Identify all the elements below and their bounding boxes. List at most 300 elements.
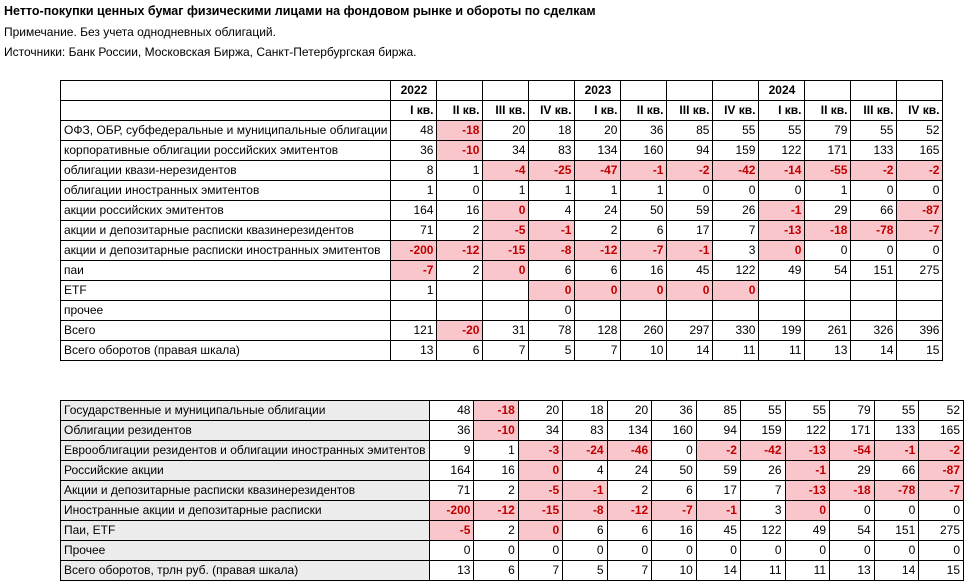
value-cell[interactable]: 3: [740, 501, 785, 521]
value-cell[interactable]: -1: [874, 441, 919, 461]
table-row: [61, 201, 943, 221]
value-cell[interactable]: 50: [621, 201, 667, 221]
year-cell[interactable]: 2022: [391, 81, 437, 101]
value-cell[interactable]: -42: [740, 441, 785, 461]
value-cell[interactable]: -18: [437, 121, 483, 141]
header-cell[interactable]: [437, 81, 483, 101]
header-cell[interactable]: [851, 81, 897, 101]
row-label-cell[interactable]: ETF: [61, 281, 391, 301]
value-cell[interactable]: -1: [563, 481, 607, 501]
value-cell[interactable]: 0: [919, 501, 964, 521]
value-cell[interactable]: 0: [529, 301, 575, 321]
quarter-cell[interactable]: I кв.: [759, 101, 805, 121]
value-cell[interactable]: 128: [575, 321, 621, 341]
value-cell[interactable]: 54: [805, 261, 851, 281]
value-cell[interactable]: 7: [518, 561, 562, 581]
value-cell[interactable]: [897, 301, 943, 321]
value-cell[interactable]: -12: [474, 501, 518, 521]
row-label-cell[interactable]: Еврооблигации резидентов и облигации иностранных эмитентов: [61, 441, 430, 461]
value-cell[interactable]: 0: [437, 181, 483, 201]
value-cell[interactable]: -7: [652, 501, 697, 521]
value-cell[interactable]: 11: [740, 561, 785, 581]
value-cell[interactable]: -18: [805, 221, 851, 241]
value-cell[interactable]: -12: [437, 241, 483, 261]
value-cell[interactable]: 165: [919, 421, 964, 441]
value-cell[interactable]: 2: [474, 481, 518, 501]
value-cell[interactable]: 31: [483, 321, 529, 341]
quarter-cell[interactable]: III кв.: [483, 101, 529, 121]
quarter-cell[interactable]: II кв.: [621, 101, 667, 121]
value-cell[interactable]: 0: [621, 281, 667, 301]
value-cell[interactable]: 20: [607, 401, 652, 421]
value-cell[interactable]: 8: [391, 161, 437, 181]
value-cell[interactable]: -2: [851, 161, 897, 181]
value-cell[interactable]: 59: [667, 201, 713, 221]
value-cell[interactable]: 2: [437, 261, 483, 281]
row-label-cell[interactable]: облигации иностранных эмитентов: [61, 181, 391, 201]
value-cell[interactable]: 20: [518, 401, 562, 421]
header-cell[interactable]: [621, 81, 667, 101]
header-cell[interactable]: [805, 81, 851, 101]
header-cell[interactable]: [667, 81, 713, 101]
value-cell[interactable]: -4: [483, 161, 529, 181]
value-cell[interactable]: 83: [563, 421, 607, 441]
value-cell[interactable]: 151: [851, 261, 897, 281]
value-cell[interactable]: 0: [518, 521, 562, 541]
value-cell[interactable]: 85: [696, 401, 740, 421]
row-label-cell[interactable]: облигации квази-нерезидентов: [61, 161, 391, 181]
row-label-cell[interactable]: Государственные и муниципальные облигации: [61, 401, 430, 421]
value-cell[interactable]: 26: [713, 201, 759, 221]
value-cell[interactable]: 50: [652, 461, 697, 481]
value-cell[interactable]: -15: [483, 241, 529, 261]
value-cell[interactable]: [483, 301, 529, 321]
row-label-cell[interactable]: Иностранные акции и депозитарные расписки: [61, 501, 430, 521]
value-cell[interactable]: 1: [474, 441, 518, 461]
value-cell[interactable]: -2: [667, 161, 713, 181]
value-cell[interactable]: 55: [740, 401, 785, 421]
quarter-cell[interactable]: I кв.: [575, 101, 621, 121]
value-cell[interactable]: -14: [759, 161, 805, 181]
value-cell[interactable]: 2: [474, 521, 518, 541]
value-cell[interactable]: 0: [830, 541, 875, 561]
value-cell[interactable]: 0: [785, 541, 830, 561]
value-cell[interactable]: 16: [474, 461, 518, 481]
value-cell[interactable]: 7: [607, 561, 652, 581]
value-cell[interactable]: 0: [652, 541, 697, 561]
value-cell[interactable]: 164: [391, 201, 437, 221]
value-cell[interactable]: 15: [897, 341, 943, 361]
value-cell[interactable]: 55: [785, 401, 830, 421]
value-cell[interactable]: -47: [575, 161, 621, 181]
value-cell[interactable]: 14: [696, 561, 740, 581]
row-label-cell[interactable]: Всего оборотов, трлн руб. (правая шкала): [61, 561, 430, 581]
value-cell[interactable]: -7: [897, 221, 943, 241]
value-cell[interactable]: 78: [529, 321, 575, 341]
value-cell[interactable]: -13: [785, 481, 830, 501]
value-cell[interactable]: 52: [897, 121, 943, 141]
value-cell[interactable]: -10: [474, 421, 518, 441]
value-cell[interactable]: 6: [474, 561, 518, 581]
value-cell[interactable]: 160: [652, 421, 697, 441]
value-cell[interactable]: 0: [897, 241, 943, 261]
value-cell[interactable]: 160: [621, 141, 667, 161]
quarter-cell[interactable]: IV кв.: [713, 101, 759, 121]
value-cell[interactable]: [851, 301, 897, 321]
value-cell[interactable]: -18: [474, 401, 518, 421]
value-cell[interactable]: 79: [805, 121, 851, 141]
value-cell[interactable]: -2: [919, 441, 964, 461]
value-cell[interactable]: 16: [652, 521, 697, 541]
value-cell[interactable]: 0: [897, 181, 943, 201]
value-cell[interactable]: [391, 301, 437, 321]
value-cell[interactable]: 1: [529, 181, 575, 201]
row-label-cell[interactable]: Прочее: [61, 541, 430, 561]
row-label-cell[interactable]: паи: [61, 261, 391, 281]
value-cell[interactable]: -87: [897, 201, 943, 221]
value-cell[interactable]: 7: [483, 341, 529, 361]
value-cell[interactable]: 79: [830, 401, 875, 421]
value-cell[interactable]: 1: [437, 161, 483, 181]
value-cell[interactable]: 0: [518, 461, 562, 481]
value-cell[interactable]: 94: [667, 141, 713, 161]
value-cell[interactable]: 0: [713, 281, 759, 301]
value-cell[interactable]: 7: [713, 221, 759, 241]
value-cell[interactable]: 261: [805, 321, 851, 341]
value-cell[interactable]: 164: [429, 461, 474, 481]
value-cell[interactable]: 7: [575, 341, 621, 361]
value-cell[interactable]: 0: [607, 541, 652, 561]
value-cell[interactable]: 16: [437, 201, 483, 221]
row-label-cell[interactable]: Всего оборотов (правая шкала): [61, 341, 391, 361]
year-cell[interactable]: 2023: [575, 81, 621, 101]
value-cell[interactable]: -2: [897, 161, 943, 181]
value-cell[interactable]: 0: [874, 501, 919, 521]
quarter-cell[interactable]: II кв.: [805, 101, 851, 121]
value-cell[interactable]: 14: [851, 341, 897, 361]
value-cell[interactable]: -7: [621, 241, 667, 261]
value-cell[interactable]: 326: [851, 321, 897, 341]
value-cell[interactable]: 0: [851, 181, 897, 201]
value-cell[interactable]: 20: [575, 121, 621, 141]
value-cell[interactable]: 5: [563, 561, 607, 581]
value-cell[interactable]: 0: [429, 541, 474, 561]
value-cell[interactable]: 396: [897, 321, 943, 341]
value-cell[interactable]: 52: [919, 401, 964, 421]
value-cell[interactable]: 49: [759, 261, 805, 281]
value-cell[interactable]: 0: [759, 181, 805, 201]
value-cell[interactable]: 0: [518, 541, 562, 561]
value-cell[interactable]: -15: [518, 501, 562, 521]
value-cell[interactable]: -5: [483, 221, 529, 241]
quarter-cell[interactable]: IV кв.: [897, 101, 943, 121]
value-cell[interactable]: [851, 281, 897, 301]
value-cell[interactable]: 1: [483, 181, 529, 201]
value-cell[interactable]: 34: [483, 141, 529, 161]
value-cell[interactable]: 16: [621, 261, 667, 281]
value-cell[interactable]: 83: [529, 141, 575, 161]
value-cell[interactable]: 45: [696, 521, 740, 541]
header-cell[interactable]: [713, 81, 759, 101]
row-label-cell[interactable]: прочее: [61, 301, 391, 321]
value-cell[interactable]: -25: [529, 161, 575, 181]
value-cell[interactable]: -20: [437, 321, 483, 341]
value-cell[interactable]: 6: [437, 341, 483, 361]
value-cell[interactable]: 45: [667, 261, 713, 281]
value-cell[interactable]: -3: [518, 441, 562, 461]
value-cell[interactable]: 55: [713, 121, 759, 141]
value-cell[interactable]: -24: [563, 441, 607, 461]
value-cell[interactable]: 330: [713, 321, 759, 341]
value-cell[interactable]: 29: [830, 461, 875, 481]
value-cell[interactable]: 297: [667, 321, 713, 341]
value-cell[interactable]: 49: [785, 521, 830, 541]
year-cell[interactable]: 2024: [759, 81, 805, 101]
header-cell[interactable]: [897, 81, 943, 101]
value-cell[interactable]: -1: [667, 241, 713, 261]
value-cell[interactable]: -1: [529, 221, 575, 241]
value-cell[interactable]: 0: [874, 541, 919, 561]
value-cell[interactable]: -2: [696, 441, 740, 461]
value-cell[interactable]: 122: [785, 421, 830, 441]
value-cell[interactable]: -13: [759, 221, 805, 241]
value-cell[interactable]: -87: [919, 461, 964, 481]
value-cell[interactable]: 0: [713, 181, 759, 201]
value-cell[interactable]: 134: [575, 141, 621, 161]
row-label-cell[interactable]: Российские акции: [61, 461, 430, 481]
value-cell[interactable]: 36: [429, 421, 474, 441]
value-cell[interactable]: 275: [897, 261, 943, 281]
value-cell[interactable]: 24: [575, 201, 621, 221]
value-cell[interactable]: 1: [391, 281, 437, 301]
value-cell[interactable]: -5: [518, 481, 562, 501]
value-cell[interactable]: 0: [563, 541, 607, 561]
value-cell[interactable]: [759, 301, 805, 321]
value-cell[interactable]: [897, 281, 943, 301]
value-cell[interactable]: 133: [874, 421, 919, 441]
value-cell[interactable]: 66: [851, 201, 897, 221]
value-cell[interactable]: 34: [518, 421, 562, 441]
value-cell[interactable]: 24: [607, 461, 652, 481]
value-cell[interactable]: 1: [805, 181, 851, 201]
value-cell[interactable]: -78: [874, 481, 919, 501]
value-cell[interactable]: 2: [575, 221, 621, 241]
value-cell[interactable]: 10: [652, 561, 697, 581]
value-cell[interactable]: 121: [391, 321, 437, 341]
value-cell[interactable]: -1: [759, 201, 805, 221]
value-cell[interactable]: 0: [474, 541, 518, 561]
value-cell[interactable]: 6: [652, 481, 697, 501]
value-cell[interactable]: 122: [713, 261, 759, 281]
value-cell[interactable]: 0: [830, 501, 875, 521]
value-cell[interactable]: 6: [575, 261, 621, 281]
value-cell[interactable]: 0: [696, 541, 740, 561]
value-cell[interactable]: 3: [713, 241, 759, 261]
value-cell[interactable]: 1: [575, 181, 621, 201]
quarter-cell[interactable]: II кв.: [437, 101, 483, 121]
value-cell[interactable]: [805, 281, 851, 301]
value-cell[interactable]: 11: [759, 341, 805, 361]
value-cell[interactable]: 59: [696, 461, 740, 481]
value-cell[interactable]: 14: [874, 561, 919, 581]
value-cell[interactable]: -55: [805, 161, 851, 181]
value-cell[interactable]: 0: [483, 261, 529, 281]
row-label-cell[interactable]: Акции и депозитарные расписки квазинерезидентов: [61, 481, 430, 501]
value-cell[interactable]: [759, 281, 805, 301]
value-cell[interactable]: [437, 281, 483, 301]
value-cell[interactable]: -54: [830, 441, 875, 461]
value-cell[interactable]: 55: [759, 121, 805, 141]
value-cell[interactable]: 0: [483, 201, 529, 221]
value-cell[interactable]: -200: [391, 241, 437, 261]
value-cell[interactable]: 165: [897, 141, 943, 161]
value-cell[interactable]: 260: [621, 321, 667, 341]
value-cell[interactable]: 122: [759, 141, 805, 161]
value-cell[interactable]: -8: [529, 241, 575, 261]
value-cell[interactable]: 6: [621, 221, 667, 241]
value-cell[interactable]: 6: [563, 521, 607, 541]
value-cell[interactable]: 0: [785, 501, 830, 521]
quarter-cell[interactable]: III кв.: [667, 101, 713, 121]
value-cell[interactable]: -12: [575, 241, 621, 261]
value-cell[interactable]: -7: [391, 261, 437, 281]
value-cell[interactable]: [805, 301, 851, 321]
value-cell[interactable]: 11: [713, 341, 759, 361]
value-cell[interactable]: 1: [391, 181, 437, 201]
value-cell[interactable]: 36: [652, 401, 697, 421]
value-cell[interactable]: -1: [785, 461, 830, 481]
value-cell[interactable]: 13: [805, 341, 851, 361]
value-cell[interactable]: 275: [919, 521, 964, 541]
value-cell[interactable]: 18: [563, 401, 607, 421]
value-cell[interactable]: 2: [437, 221, 483, 241]
quarter-cell[interactable]: I кв.: [391, 101, 437, 121]
quarter-cell[interactable]: IV кв.: [529, 101, 575, 121]
value-cell[interactable]: 0: [805, 241, 851, 261]
value-cell[interactable]: 0: [652, 441, 697, 461]
value-cell[interactable]: [437, 301, 483, 321]
row-label-cell[interactable]: Паи, ETF: [61, 521, 430, 541]
value-cell[interactable]: 6: [529, 261, 575, 281]
value-cell[interactable]: -46: [607, 441, 652, 461]
value-cell[interactable]: [713, 301, 759, 321]
value-cell[interactable]: -78: [851, 221, 897, 241]
value-cell[interactable]: 0: [667, 181, 713, 201]
value-cell[interactable]: 159: [740, 421, 785, 441]
row-label-cell[interactable]: Облигации резидентов: [61, 421, 430, 441]
value-cell[interactable]: 171: [805, 141, 851, 161]
value-cell[interactable]: 122: [740, 521, 785, 541]
value-cell[interactable]: 29: [805, 201, 851, 221]
value-cell[interactable]: -5: [429, 521, 474, 541]
value-cell[interactable]: 9: [429, 441, 474, 461]
value-cell[interactable]: 36: [391, 141, 437, 161]
value-cell[interactable]: [621, 301, 667, 321]
corner-cell[interactable]: [61, 81, 391, 101]
value-cell[interactable]: 0: [759, 241, 805, 261]
value-cell[interactable]: 1: [621, 181, 667, 201]
value-cell[interactable]: 159: [713, 141, 759, 161]
value-cell[interactable]: 171: [830, 421, 875, 441]
value-cell[interactable]: 11: [785, 561, 830, 581]
value-cell[interactable]: 66: [874, 461, 919, 481]
value-cell[interactable]: -8: [563, 501, 607, 521]
value-cell[interactable]: 7: [740, 481, 785, 501]
value-cell[interactable]: 0: [919, 541, 964, 561]
value-cell[interactable]: [667, 301, 713, 321]
value-cell[interactable]: 17: [667, 221, 713, 241]
value-cell[interactable]: 4: [563, 461, 607, 481]
row-label-cell[interactable]: корпоративные облигации российских эмитентов: [61, 141, 391, 161]
value-cell[interactable]: 17: [696, 481, 740, 501]
value-cell[interactable]: 0: [575, 281, 621, 301]
value-cell[interactable]: 134: [607, 421, 652, 441]
row-label-cell[interactable]: ОФЗ, ОБР, субфедеральные и муниципальные облигации: [61, 121, 391, 141]
value-cell[interactable]: 55: [851, 121, 897, 141]
row-label-cell[interactable]: акции и депозитарные расписки иностранных эмитентов: [61, 241, 391, 261]
value-cell[interactable]: 71: [429, 481, 474, 501]
value-cell[interactable]: 54: [830, 521, 875, 541]
value-cell[interactable]: 36: [621, 121, 667, 141]
row-label-cell[interactable]: акции российских эмитентов: [61, 201, 391, 221]
value-cell[interactable]: 199: [759, 321, 805, 341]
row-label-cell[interactable]: Всего: [61, 321, 391, 341]
value-cell[interactable]: 15: [919, 561, 964, 581]
value-cell[interactable]: -12: [607, 501, 652, 521]
value-cell[interactable]: 26: [740, 461, 785, 481]
value-cell[interactable]: -1: [621, 161, 667, 181]
value-cell[interactable]: -1: [696, 501, 740, 521]
value-cell[interactable]: 94: [696, 421, 740, 441]
value-cell[interactable]: -18: [830, 481, 875, 501]
value-cell[interactable]: 18: [529, 121, 575, 141]
corner-cell[interactable]: [61, 101, 391, 121]
header-cell[interactable]: [483, 81, 529, 101]
value-cell[interactable]: 0: [667, 281, 713, 301]
value-cell[interactable]: 13: [391, 341, 437, 361]
value-cell[interactable]: 6: [607, 521, 652, 541]
value-cell[interactable]: 10: [621, 341, 667, 361]
value-cell[interactable]: [575, 301, 621, 321]
value-cell[interactable]: 55: [874, 401, 919, 421]
value-cell[interactable]: 0: [851, 241, 897, 261]
value-cell[interactable]: 133: [851, 141, 897, 161]
value-cell[interactable]: 151: [874, 521, 919, 541]
value-cell[interactable]: 14: [667, 341, 713, 361]
value-cell[interactable]: 20: [483, 121, 529, 141]
value-cell[interactable]: -13: [785, 441, 830, 461]
value-cell[interactable]: 4: [529, 201, 575, 221]
header-cell[interactable]: [529, 81, 575, 101]
value-cell[interactable]: -7: [919, 481, 964, 501]
value-cell[interactable]: 48: [429, 401, 474, 421]
value-cell[interactable]: 13: [830, 561, 875, 581]
value-cell[interactable]: 2: [607, 481, 652, 501]
row-label-cell[interactable]: акции и депозитарные расписки квазинерезидентов: [61, 221, 391, 241]
quarter-cell[interactable]: III кв.: [851, 101, 897, 121]
value-cell[interactable]: 0: [529, 281, 575, 301]
value-cell[interactable]: 13: [429, 561, 474, 581]
value-cell[interactable]: 71: [391, 221, 437, 241]
value-cell[interactable]: 48: [391, 121, 437, 141]
value-cell[interactable]: -10: [437, 141, 483, 161]
value-cell[interactable]: -42: [713, 161, 759, 181]
value-cell[interactable]: 85: [667, 121, 713, 141]
value-cell[interactable]: 5: [529, 341, 575, 361]
value-cell[interactable]: 0: [740, 541, 785, 561]
value-cell[interactable]: -200: [429, 501, 474, 521]
value-cell[interactable]: [483, 281, 529, 301]
